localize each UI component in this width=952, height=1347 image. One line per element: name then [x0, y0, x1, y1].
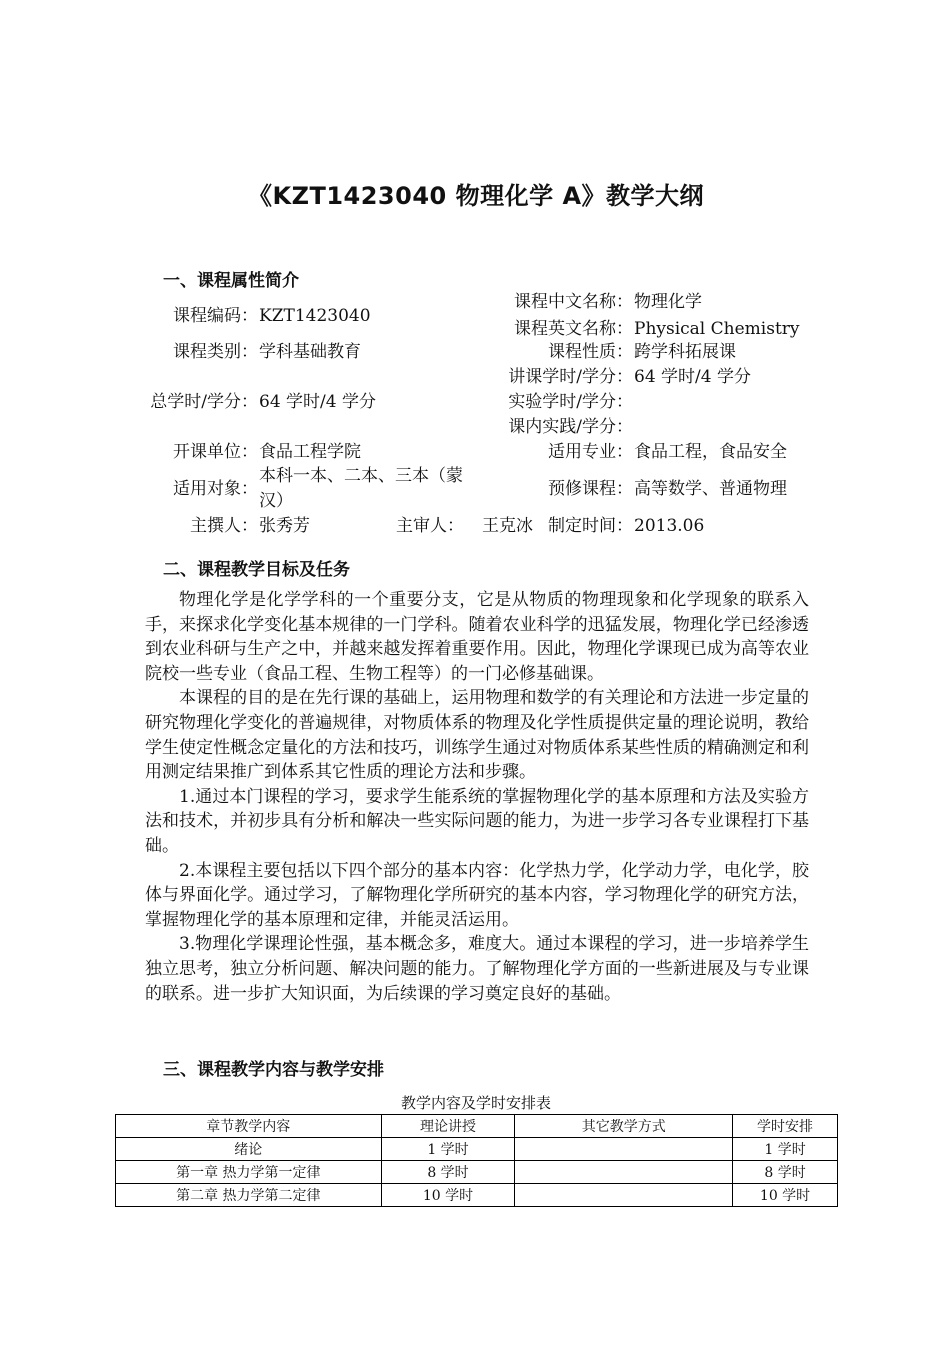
total-hours-value: 64 学时/4 学分 [259, 392, 376, 412]
total-hours-label: 总学时/学分： [150, 392, 258, 412]
document-title: 《KZT1423040 物理化学 A》教学大纲 [247, 182, 705, 210]
lecture-hours-value: 64 学时/4 学分 [634, 367, 751, 387]
target-value-line2: 汉） [259, 491, 293, 511]
table-cell: 绪论 [116, 1138, 382, 1161]
date-value: 2013.06 [634, 516, 705, 536]
table-cell [515, 1161, 733, 1184]
table-cell: 1 学时 [381, 1138, 515, 1161]
table-cell: 第一章 热力学第一定律 [116, 1161, 382, 1184]
section-heading-2: 二、课程教学目标及任务 [163, 560, 350, 580]
table-row [116, 1138, 838, 1161]
table-caption: 教学内容及学时安排表 [400, 1094, 551, 1112]
section-heading-3: 三、课程教学内容与教学安排 [163, 1060, 384, 1080]
lab-hours-label: 实验学时/学分： [508, 392, 633, 412]
table-cell: 1 学时 [733, 1138, 838, 1161]
en-name-label: 课程英文名称： [514, 319, 633, 339]
table-cell: 8 学时 [733, 1161, 838, 1184]
reviewer-value: 王克冰 [482, 516, 533, 536]
cn-name-value: 物理化学 [634, 292, 702, 312]
table-cell: 10 学时 [381, 1184, 515, 1207]
paragraph: 物理化学是化学学科的一个重要分支，它是从物质的物理现象和化学现象的联系入手，来探求化学变化基本规律的一门学科。随着农业科学的迅猛发展，物理化学已经渗透到农业科研与生产之中，并越来越发挥着重要作用。因此，物理化学课现已成为高等农业院校一些专业（食品工程、生物工程等）的一门必修基础课。 [145, 590, 809, 684]
en-name-value: Physical Chemistry [634, 319, 800, 339]
nature-value: 跨学科拓展课 [634, 342, 736, 362]
column-header: 章节教学内容 [116, 1115, 382, 1138]
prereq-label: 预修课程： [548, 479, 633, 499]
practice-hours-label: 课内实践/学分： [508, 417, 633, 437]
paragraph: 2.本课程主要包括以下四个部分的基本内容：化学热力学，化学动力学，电化学，胶体与界面化学。通过学习，了解物理化学所研究的基本内容，学习物理化学的研究方法，掌握物理化学的基本原理和定律，并能灵活运用。 [145, 860, 809, 930]
unit-label: 开课单位： [173, 442, 258, 462]
target-value-line1: 本科一本、二本、三本（蒙 [259, 466, 463, 486]
major-label: 适用专业： [548, 442, 633, 462]
schedule-table [115, 1114, 838, 1207]
date-label: 制定时间： [548, 516, 633, 536]
column-header: 学时安排 [733, 1115, 838, 1138]
table-cell: 第二章 热力学第二定律 [116, 1184, 382, 1207]
unit-value: 食品工程学院 [259, 442, 361, 462]
author-label: 主撰人： [190, 516, 258, 536]
lecture-hours-label: 讲课学时/学分： [508, 367, 633, 387]
nature-label: 课程性质： [548, 342, 633, 362]
paragraph: 1.通过本门课程的学习，要求学生能系统的掌握物理化学的基本原理和方法及实验方法和技术，并初步具有分析和解决一些实际问题的能力，为进一步学习各专业课程打下基础。 [145, 786, 809, 856]
table-row [116, 1184, 838, 1207]
major-value: 食品工程，食品安全 [634, 442, 787, 462]
table-cell: 8 学时 [381, 1161, 515, 1184]
table-cell [515, 1138, 733, 1161]
reviewer-label: 主审人： [396, 516, 464, 536]
table-row [116, 1161, 838, 1184]
target-label: 适用对象： [173, 479, 258, 499]
author-value: 张秀芳 [259, 516, 310, 536]
cn-name-label: 课程中文名称： [514, 292, 633, 312]
section-heading-1: 一、课程属性简介 [163, 271, 299, 291]
table-header-row [116, 1115, 838, 1138]
category-value: 学科基础教育 [259, 342, 361, 362]
table-cell [515, 1184, 733, 1207]
column-header: 其它教学方式 [515, 1115, 733, 1138]
code-value: KZT1423040 [259, 306, 371, 326]
paragraph: 本课程的目的是在先行课的基础上，运用物理和数学的有关理论和方法进一步定量的研究物理化学变化的普遍规律，对物质体系的物理及化学性质提供定量的理论说明，教给学生使定性概念定量化的方法和技巧，训练学生通过对物质体系某些性质的精确测定和利用测定结果推广到体系其它性质的理论方法和步骤。 [145, 688, 809, 783]
objectives-body [145, 588, 809, 1006]
table-cell: 10 学时 [733, 1184, 838, 1207]
prereq-value: 高等数学、普通物理 [634, 479, 787, 499]
paragraph: 3.物理化学课理论性强，基本概念多，难度大。通过本课程的学习，进一步培养学生独立思考，独立分析问题、解决问题的能力。了解物理化学方面的一些新进展及与专业课的联系。进一步扩大知识面，为后续课的学习奠定良好的基础。 [145, 934, 809, 1004]
code-label: 课程编码： [173, 306, 258, 326]
column-header: 理论讲授 [381, 1115, 515, 1138]
category-label: 课程类别： [173, 342, 258, 362]
